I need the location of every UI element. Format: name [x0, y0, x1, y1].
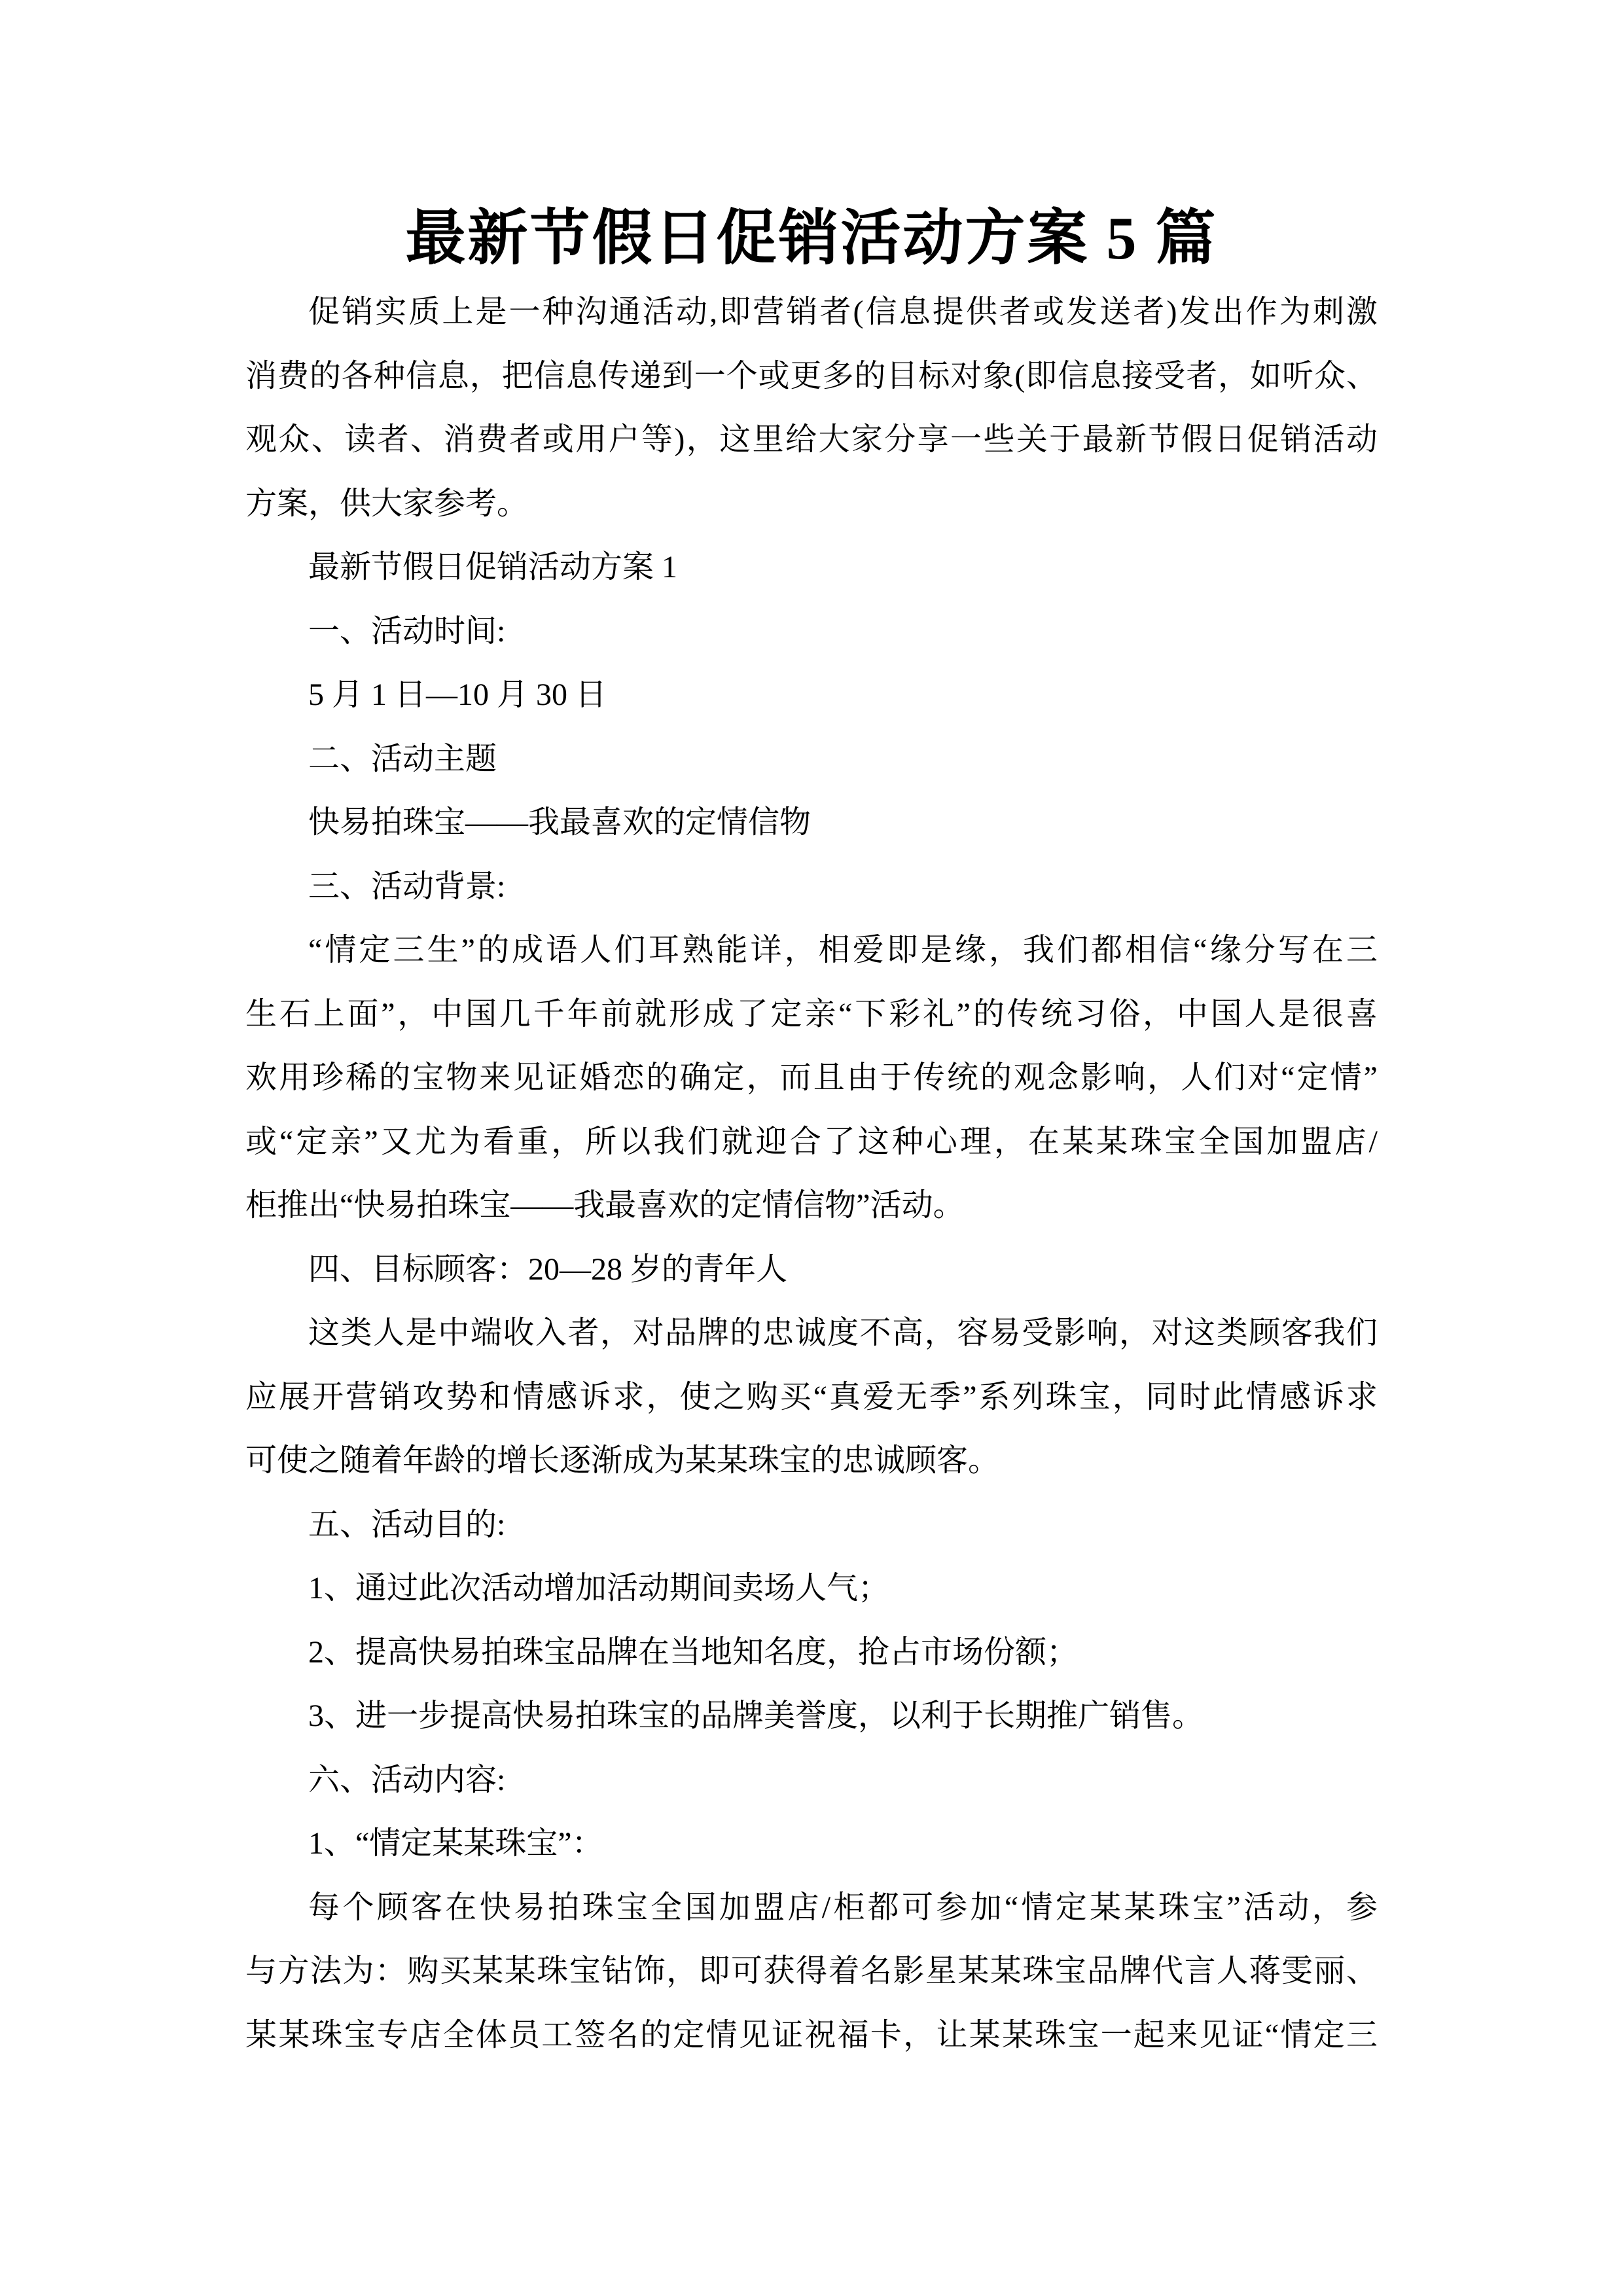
- text-line: 可使之随着年龄的增长逐渐成为某某珠宝的忠诚顾客。: [245, 1443, 1000, 1478]
- text-line: 最新节假日促销活动方案 1: [308, 550, 678, 584]
- document-content: [245, 0, 1378, 2067]
- text-line: 五、活动目的:: [308, 1507, 506, 1542]
- text-line: 2、提高快易拍珠宝品牌在当地知名度，抢占市场份额；: [308, 1634, 1079, 1670]
- text-line: 四、目标顾客：20—28 岁的青年人: [308, 1251, 788, 1287]
- text-line: 1、通过此次活动增加活动期间卖场人气；: [308, 1571, 890, 1605]
- text-line: 一、活动时间:: [308, 613, 506, 649]
- text-line: 二、活动主题: [308, 741, 497, 776]
- text-line: 三、活动背景:: [308, 869, 506, 904]
- text-line: 这类人是中端收入者，对品牌的忠诚度不高，容易受影响，对这类顾客我们: [308, 1316, 1378, 1350]
- text-line: 3、进一步提高快易拍珠宝的品牌美誉度，以利于长期推广销售。: [308, 1698, 1204, 1733]
- text-line: 与方法为：购买某某珠宝钻饰，即可获得着名影星某某珠宝品牌代言人蒋雯丽、: [245, 1954, 1378, 1988]
- text-line: 方案，供大家参考。: [245, 486, 529, 521]
- text-line: 欢用珍稀的宝物来见证婚恋的确定，而且由于传统的观念影响，人们对“定情”: [245, 1060, 1378, 1095]
- text-line: 5 月 1 日—10 月 30 日: [308, 677, 607, 712]
- text-line: 1、“情定某某珠宝”：: [308, 1826, 603, 1861]
- text-line: 或“定亲”又尤为看重，所以我们就迎合了这种心理，在某某珠宝全国加盟店/: [245, 1124, 1378, 1159]
- document-body: [245, 280, 1378, 2067]
- text-line: 生石上面”，中国几千年前就形成了定亲“下彩礼”的传统习俗，中国人是很喜: [245, 996, 1378, 1031]
- text-line: 应展开营销攻势和情感诉求，使之购买“真爱无季”系列珠宝，同时此情感诉求: [245, 1379, 1378, 1414]
- text-line: 某某珠宝专店全体员工签名的定情见证祝福卡，让某某珠宝一起来见证“情定三: [245, 2017, 1378, 2053]
- document-title: 最新节假日促销活动方案 5 篇: [405, 205, 1218, 272]
- text-line: 快易拍珠宝——我最喜欢的定情信物: [308, 805, 812, 840]
- text-line: “情定三生”的成语人们耳熟能详，相爱即是缘，我们都相信“缘分写在三: [308, 933, 1378, 967]
- text-line: 观众、读者、消费者或用户等)，这里给大家分享一些关于最新节假日促销活动: [245, 422, 1378, 457]
- text-line: 柜推出“快易拍珠宝——我最喜欢的定情信物”活动。: [245, 1188, 965, 1223]
- text-line: 六、活动内容:: [308, 1762, 506, 1797]
- text-line: 消费的各种信息，把信息传递到一个或更多的目标对象(即信息接受者，如听众、: [245, 358, 1378, 393]
- text-line: 促销实质上是一种沟通活动,即营销者(信息提供者或发送者)发出作为刺激: [308, 295, 1378, 329]
- text-line: 每个顾客在快易拍珠宝全国加盟店/柜都可参加“情定某某珠宝”活动，参: [308, 1890, 1378, 1925]
